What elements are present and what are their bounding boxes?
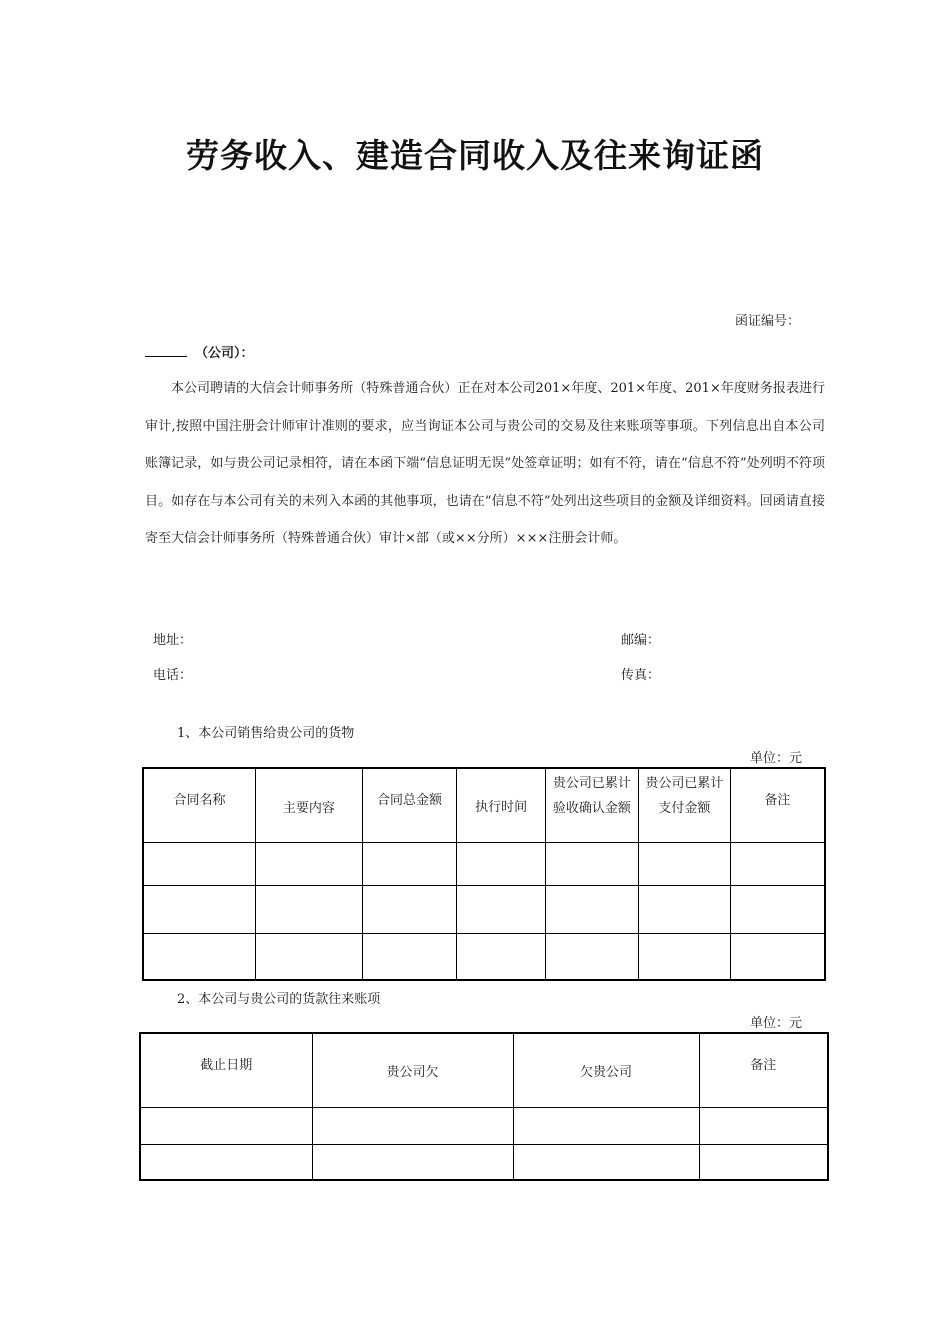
header-execution-time: 执行时间: [457, 768, 546, 842]
section2-unit: 单位：元: [750, 1016, 803, 1031]
table-cell[interactable]: [699, 1107, 828, 1144]
table-cell[interactable]: [140, 1107, 312, 1144]
table-header-row: [143, 768, 825, 842]
salutation: [145, 342, 254, 361]
table-cell[interactable]: [457, 933, 546, 980]
table-row: [143, 842, 825, 885]
table-cell[interactable]: [457, 842, 546, 885]
document-title: 劳务收入、建造合同收入及往来询证函: [186, 136, 764, 175]
table-cell[interactable]: [638, 842, 730, 885]
header-cutoff-date: 截止日期: [140, 1033, 312, 1107]
header-accepted-amount: [545, 768, 638, 842]
header-main-content: 主要内容: [256, 768, 363, 842]
postcode-label: 邮编：: [621, 633, 661, 648]
table-cell[interactable]: [362, 933, 457, 980]
section1-unit: 单位：元: [750, 751, 803, 766]
letter-paragraph: 本公司聘请的大信会计师事务所（特殊普通合伙）正在对本公司201×年度、201×年度、201×年度财务报表进行审计,按照中国注册会计师审计准则的要求，应当询证本公司与贵公司的交易及往来账项等事项。下列信息出自本公司账簿记录，如与贵公司记录相符，请在本函下端“信息证明无误”处签章证明；如有不符，请在“信息不符”处列明不符项目。如存在与本公司有关的未列入本函的其他事项，也请在“信息不符”处列出这些项目的金额及详细资料。回函请直接寄至大信会计师事务所（特殊普通合伙）审计×部（或××分所）×××注册会计师。: [145, 381, 825, 546]
table-cell[interactable]: [513, 1107, 699, 1144]
table-cell[interactable]: [143, 842, 256, 885]
phone-label: 电话：: [153, 668, 193, 683]
table-cell[interactable]: [143, 933, 256, 980]
table-row: [143, 885, 825, 933]
header-paid-amount: [638, 768, 730, 842]
section1-heading: 1、本公司销售给贵公司的货物: [177, 726, 355, 741]
table-cell[interactable]: [312, 1107, 513, 1144]
table-cell[interactable]: [256, 885, 363, 933]
payment-accounts-table: [139, 1032, 829, 1181]
header-remarks: 备注: [730, 768, 825, 842]
table-cell[interactable]: [638, 885, 730, 933]
letter-body: [145, 370, 825, 558]
table-header-row: [140, 1033, 828, 1107]
fax-label: 传真：: [621, 668, 661, 683]
table-cell[interactable]: [638, 933, 730, 980]
header-remarks: 备注: [699, 1033, 828, 1107]
table-row: [140, 1107, 828, 1144]
company-name-blank[interactable]: [145, 344, 187, 357]
table-row: [140, 1144, 828, 1180]
table-cell[interactable]: [140, 1144, 312, 1180]
header-contract-amount: 合同总金额: [362, 768, 457, 842]
table-cell[interactable]: [730, 933, 825, 980]
table-cell[interactable]: [312, 1144, 513, 1180]
table-cell[interactable]: [513, 1144, 699, 1180]
table-cell[interactable]: [457, 885, 546, 933]
table-cell[interactable]: [699, 1144, 828, 1180]
table-cell[interactable]: [362, 885, 457, 933]
table-cell[interactable]: [362, 842, 457, 885]
table-cell[interactable]: [256, 933, 363, 980]
table-row: [143, 933, 825, 980]
header-paid-amount-text: 贵公司已累计支付金额: [645, 776, 724, 816]
header-owed-by-you: 贵公司欠: [312, 1033, 513, 1107]
table-cell[interactable]: [545, 842, 638, 885]
table-cell[interactable]: [730, 885, 825, 933]
address-label: 地址：: [153, 633, 193, 648]
sales-goods-table: [142, 767, 826, 981]
header-owed-to-you: 欠贵公司: [513, 1033, 699, 1107]
section2-heading: 2、本公司与贵公司的货款往来账项: [177, 992, 381, 1007]
table-cell[interactable]: [256, 842, 363, 885]
table-cell[interactable]: [545, 885, 638, 933]
header-accepted-amount-text: 贵公司已累计验收确认金额: [552, 776, 631, 816]
table-cell[interactable]: [545, 933, 638, 980]
salutation-text: （公司）：: [195, 346, 254, 361]
header-contract-name: 合同名称: [143, 768, 256, 842]
letter-number-label: 函证编号：: [735, 314, 801, 329]
table-cell[interactable]: [143, 885, 256, 933]
table-cell[interactable]: [730, 842, 825, 885]
